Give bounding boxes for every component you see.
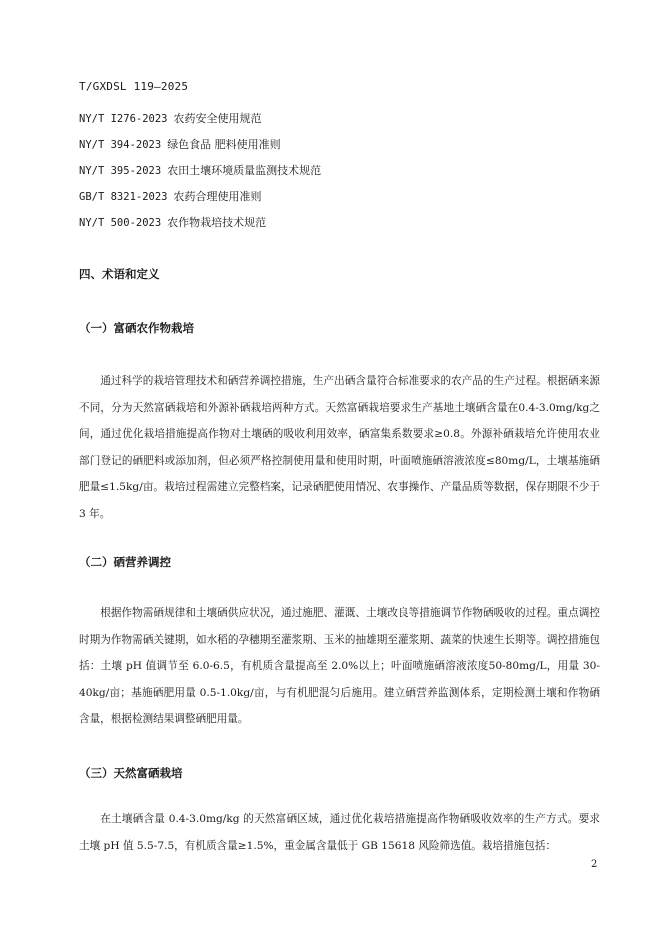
reference-item: [79, 216, 321, 242]
subsection-body-3: 在土壤硒含量 0.4-3.0mg/kg 的天然富硒区域，通过优化栽培措施提高作物硒吸收效率的生产方式。要求土壤 pH 值 5.5-7.5，有机质含量≥1.5%，重金属含量低于 GB 15618 风险筛选值。栽培措施包括：: [79, 813, 600, 852]
section-heading: 四、术语和定义: [79, 267, 160, 281]
standard-id: T/GXDSL 119—2025: [79, 80, 189, 93]
subsection-heading-2: （二）硒营养调控: [79, 555, 171, 569]
reference-code: GB/T 8321-2023: [79, 191, 168, 203]
subsection-heading-1: （一）富硒农作物栽培: [79, 321, 194, 335]
reference-title: 农作物栽培技术规范: [167, 216, 267, 229]
reference-item: [79, 190, 321, 216]
reference-title: 农田土壤环境质量监测技术规范: [167, 164, 322, 177]
reference-code: NY/T I276-2023: [79, 113, 168, 125]
subsection-heading-3: （三）天然富硒栽培: [79, 766, 183, 780]
subsection-body-2: 根据作物需硒规律和土壤硒供应状况，通过施肥、灌溉、土壤改良等措施调节作物硒吸收的过程。重点调控时期为作物需硒关键期，如水稻的孕穗期至灌浆期、玉米的抽雄期至灌浆期、蔬菜的快速生长期等。调控措施包括：土壤 pH 值调节至 6.0-6.5，有机质含量提高至 2.0%以上；叶面喷施硒溶液浓度50-80mg/L，用量 30-40kg/亩；基施硒肥用量 0.5-1.0kg/亩，与有机肥混匀后施用。建立硒营养监测体系，定期检测土壤和作物硒含量，根据检测结果调整硒肥用量。: [79, 607, 600, 725]
page-number: 2: [591, 859, 598, 870]
subsection-body-1: 通过科学的栽培管理技术和硒营养调控措施，生产出硒含量符合标准要求的农产品的生产过程。根据硒来源不同，分为天然富硒栽培和外源补硒栽培两种方式。天然富硒栽培要求生产基地土壤硒含量在0.4-3.0mg/kg之间，通过优化栽培措施提高作物对土壤硒的吸收利用效率，硒富集系数要求≥0.8。外源补硒栽培允许使用农业部门登记的硒肥料或添加剂，但必须严格控制使用量和使用时期，叶面喷施硒溶液浓度≤80mg/L，土壤基施硒肥量≤1.5kg/亩。栽培过程需建立完整档案，记录硒肥使用情况、农事操作、产量品质等数据，保存期限不少于 3 年。: [79, 375, 600, 520]
reference-code: NY/T 395-2023: [79, 165, 162, 177]
reference-title: 农药合理使用准则: [173, 190, 262, 203]
reference-item: [79, 138, 321, 164]
reference-code: NY/T 500-2023: [79, 217, 162, 229]
reference-item: [79, 112, 321, 138]
reference-title: 绿色食品 肥料使用准则: [167, 138, 281, 151]
reference-code: NY/T 394-2023: [79, 139, 162, 151]
reference-item: [79, 164, 321, 190]
reference-list: [79, 112, 321, 242]
reference-title: 农药安全使用规范: [173, 112, 262, 125]
